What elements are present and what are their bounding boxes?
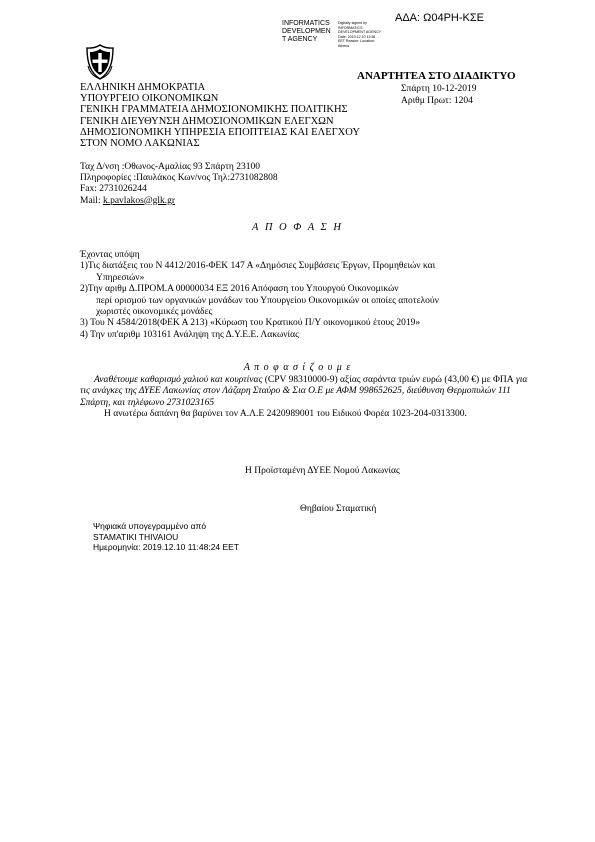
- decision-text-italic: για τις ανάγκες της ΔΥΕΕ Λακωνίας στον Λάζαρη Σταύρο & Σια Ο.Ε με ΑΦΜ 998652625, διεύθυνση Θερμοπυλών 111 Σπάρτη, και τηλέφωνο 2731023165: [80, 375, 528, 408]
- header-line: ΣΤΟΝ ΝΟΜΟ ΛΑΚΩΝΙΑΣ: [80, 138, 200, 150]
- legal-basis: [80, 250, 439, 341]
- legal-item: 1)Τις διατάξεις του Ν 4412/2016-ΦΕΚ 147 Α «Δημόσιες Συμβάσεις Έργων, Προμηθειών και: [80, 261, 436, 272]
- digital-signature-date: Ημερομηνία: 2019.12.10 11:48:24 EET: [93, 542, 240, 552]
- mail-label: Mail:: [80, 195, 103, 206]
- legal-item-cont: περί ορισμού των οργανικών μονάδων του Υπουργείου Οικονομικών οι οποίες αποτελούν: [96, 295, 439, 306]
- header-line: ΓΕΝΙΚΗ ΔΙΕΥΘΥΝΣΗ ΔΗΜΟΣΙΟΝΟΜΙΚΩΝ ΕΛΕΓΧΩΝ: [80, 115, 334, 127]
- mail-link[interactable]: k.pavlakos@glk.gr: [102, 195, 176, 206]
- decision-paragraph: [80, 375, 530, 409]
- digital-signature-line: Ψηφιακά υπογεγραμμένο από: [93, 521, 207, 531]
- digital-signature: [93, 521, 239, 553]
- protocol-number: Αριθμ Πρωτ: 1204: [401, 95, 473, 106]
- info-agency-label: [282, 20, 331, 44]
- contact-block: [80, 162, 278, 207]
- contact-info: Πληροφορίες :Παυλάκος Κων/νος Τηλ:2731082808: [80, 173, 278, 184]
- post-online-title: ΑΝΑΡΤΗΤΕΑ ΣΤΟ ΔΙΑΔΙΚΤΥΟ: [357, 70, 516, 82]
- document-date: Σπάρτη 10-12-2019: [401, 84, 477, 94]
- signatory-title: Η Προϊσταμένη ΔΥΕΕ Νομού Λακωνίας: [245, 466, 400, 476]
- decision-text-italic: Αναθέτουμε καθαρισμό χαλιού και κουρτίνας: [94, 375, 263, 385]
- legal-item: 3) Του Ν 4584/2018(ΦΕΚ Α 213) «Κύρωση του Κρατικού Π/Υ οικονομικού έτους 2019»: [80, 318, 421, 329]
- expense-paragraph: Η ανωτέρω δαπάνη θα βαρύνει τον Α.Λ.Ε 2420989001 του Ειδικού Φορέα 1023-204-0313300.: [104, 409, 467, 420]
- digital-signature-name: STAMATIKI THIVAIOU: [93, 531, 179, 542]
- header-line: ΥΠΟΥΡΓΕΙΟ ΟΙΚΟΝΟΜΙΚΩΝ: [80, 93, 219, 105]
- decision-body: [80, 375, 530, 421]
- info-agency-line3: T AGENCY: [282, 36, 318, 43]
- info-agency-signature-text: Digitally signed by INFORMATICS DEVELOPMENT AGENCY Date: 2019.12.10 11:58 EET Reason: Location: Athens: [338, 21, 382, 48]
- authority-header: [80, 82, 360, 149]
- contact-address: Ταχ Δ/νση :Οθωνος-Αμαλίας 93 Σπάρτη 23100: [80, 162, 261, 172]
- legal-item: 2)Την αριθμ Δ.ΠΡΟΜ.Α 00000034 ΕΞ 2016 Απόφαση του Υπουργού Οικονομικών: [80, 284, 399, 295]
- decision-title: Α Π Ο Φ Α Σ Η: [252, 222, 343, 233]
- contact-mail-row: [80, 196, 278, 207]
- legal-item-cont: Υπηρεσιών»: [96, 272, 145, 283]
- signatory-name: Θηβαίου Σταματική: [300, 504, 377, 514]
- header-line: ΔΗΜΟΣΙΟΝΟΜΙΚΗ ΥΠΗΡΕΣΙΑ ΕΠΟΠΤΕΙΑΣ ΚΑΙ ΕΛΕΓΧΟΥ: [80, 126, 360, 138]
- legal-item: 4) Την υπ'αριθμ 103161 Ανάληψη της Δ.Υ.Ε.Ε. Λακωνίας: [80, 329, 299, 340]
- contact-fax: Fax: 2731026244: [80, 184, 147, 195]
- legal-item-cont: χωριστές οικονομικές μονάδες: [96, 307, 213, 318]
- greek-emblem-icon: [85, 44, 115, 80]
- info-agency-line1: INFORMATICS: [282, 20, 330, 27]
- header-line: ΓΕΝΙΚΗ ΓΡΑΜΜΑΤΕΙΑ ΔΗΜΟΣΙΟΝΟΜΙΚΗΣ ΠΟΛΙΤΙΚΗΣ: [80, 104, 348, 116]
- ada-code: ΑΔΑ: Ω04ΡΗ-ΚΣΕ: [395, 12, 485, 24]
- decision-text: (CPV 98310000-9) αξίας σαράντα τριών ευρώ (43,00 €) με ΦΠΑ: [262, 375, 514, 385]
- considering-label: Έχοντας υπόψη: [80, 250, 140, 260]
- document-meta: [401, 84, 477, 107]
- info-agency-line2: DEVELOPMEN: [282, 28, 331, 35]
- header-line: ΕΛΛΗΝΙΚΗ ΔΗΜΟΚΡΑΤΙΑ: [80, 82, 206, 93]
- we-decide-title: Α π ο φ α σ ί ζ ο υ μ ε: [243, 362, 352, 373]
